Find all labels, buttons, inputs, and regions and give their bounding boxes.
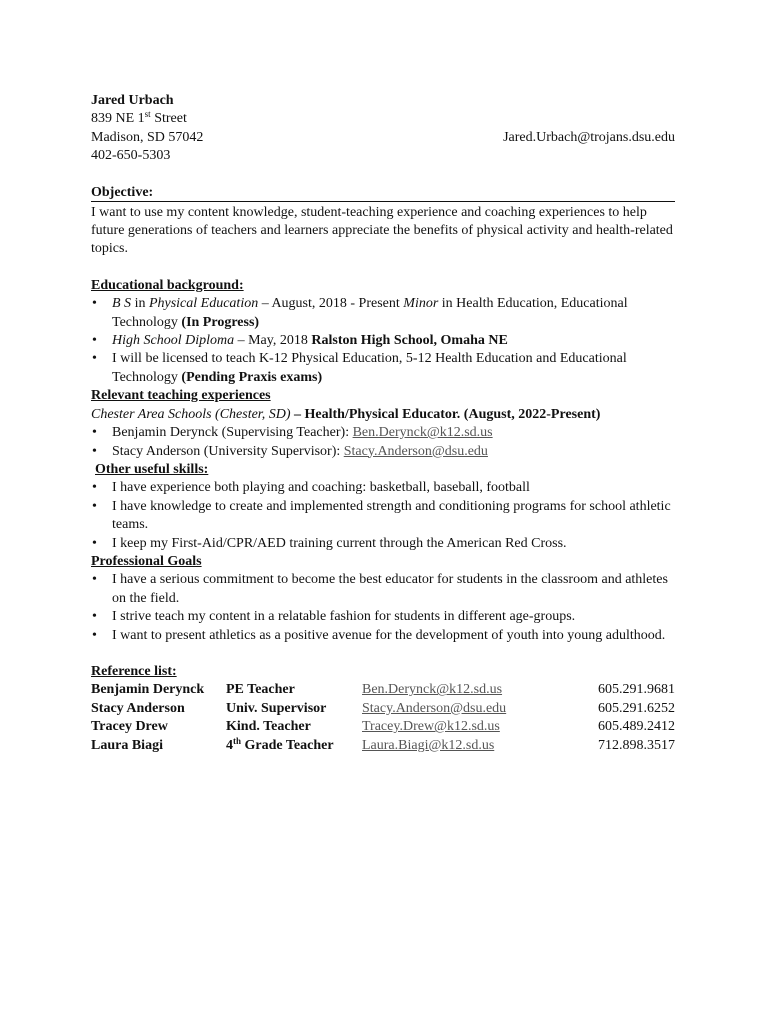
reference-phone: 712.898.3517 [598,737,675,753]
city-email-row [91,129,675,147]
references-heading: Reference list: [91,663,177,679]
email-link[interactable]: Ben.Derynck@k12.sd.us [352,425,493,441]
teaching-position: Chester Area Schools (Chester, SD) – Health/Physical Educator. (August, 2022-Present) [91,406,601,422]
reference-name: Benjamin Derynck [91,682,205,698]
list-item: • I want to present athletics as a positive avenue for the development of youth into young adulthood. [91,627,675,645]
reference-name: Tracey Drew [91,719,168,735]
reference-email[interactable]: Ben.Derynck@k12.sd.us [362,682,503,698]
city-line: Madison, SD 57042 [91,129,204,145]
list-item: • I strive teach my content in a relatable fashion for students in different age-groups. [91,608,675,626]
email-link[interactable]: Stacy.Anderson@dsu.edu [343,443,488,459]
bullet-icon: • [92,351,97,367]
reference-row [91,737,675,755]
reference-title: Kind. Teacher [226,719,311,735]
list-item: • Benjamin Derynck (Supervising Teacher): Ben.Derynck@k12.sd.us [91,424,675,442]
applicant-phone: 402-650-5303 [91,148,171,164]
reference-row [91,718,675,736]
list-item: • Stacy Anderson (University Supervisor): Stacy.Anderson@dsu.edu [91,443,675,461]
reference-row [91,700,675,718]
objective-heading: Objective: [91,184,675,202]
reference-email[interactable]: Laura.Biagi@k12.sd.us [362,737,495,753]
applicant-name: Jared Urbach [91,93,174,108]
list-item: • I have knowledge to create and implemented strength and conditioning programs for school athletic teams. [92,498,671,533]
bullet-icon: • [92,535,97,551]
bullet-icon: • [92,425,97,441]
education-heading: Educational background: [91,277,244,293]
street-address: 839 NE 1st Street [91,109,187,127]
skills-list [91,479,675,553]
goals-heading: Professional Goals [91,553,202,569]
reference-phone: 605.291.6252 [598,700,675,716]
reference-email[interactable]: Tracey.Drew@k12.sd.us [362,719,500,735]
applicant-email: Jared.Urbach@trojans.dsu.edu [503,129,675,145]
teaching-contacts [91,424,675,461]
resume-page [91,92,675,755]
list-item: • B S in Physical Education – August, 2018 - Present Minor in Health Education, Educational Technology (In Progress) [92,296,628,330]
bullet-icon: • [92,572,97,588]
list-item: • I will be licensed to teach K-12 Physical Education, 5-12 Health Education and Educational Technology (Pending Praxis exams) [92,351,627,385]
reference-title: 4th Grade Teacher [226,735,334,753]
list-item: • High School Diploma – May, 2018 Ralston High School, Omaha NE [91,332,675,350]
bullet-icon: • [92,480,97,496]
reference-phone: 605.291.9681 [598,682,675,698]
skills-heading: Other useful skills: [95,461,209,477]
bullet-icon: • [92,443,97,459]
list-item: • I have experience both playing and coaching: basketball, baseball, football [91,479,675,497]
goals-list [91,571,675,645]
education-list [91,295,675,387]
reference-title: Univ. Supervisor [226,700,327,716]
reference-name: Stacy Anderson [91,700,185,716]
teaching-heading: Relevant teaching experiences [91,388,271,404]
bullet-icon: • [92,296,97,312]
reference-title: PE Teacher [226,682,295,698]
reference-phone: 605.489.2412 [598,719,675,735]
bullet-icon: • [92,627,97,643]
list-item: • I have a serious commitment to become the best educator for students in the classroom and athletes on the field. [92,572,668,606]
reference-email[interactable]: Stacy.Anderson@dsu.edu [362,700,507,716]
bullet-icon: • [92,498,97,514]
objective-text: I want to use my content knowledge, student-teaching experience and coaching experiences to help future generations of teachers and learners appreciate the benefits of physical activity and health-related topics. [91,204,673,257]
reference-name: Laura Biagi [91,737,163,753]
bullet-icon: • [92,609,97,625]
reference-row [91,681,675,699]
list-item: • I keep my First-Aid/CPR/AED training current through the American Red Cross. [91,535,675,553]
bullet-icon: • [92,333,97,349]
